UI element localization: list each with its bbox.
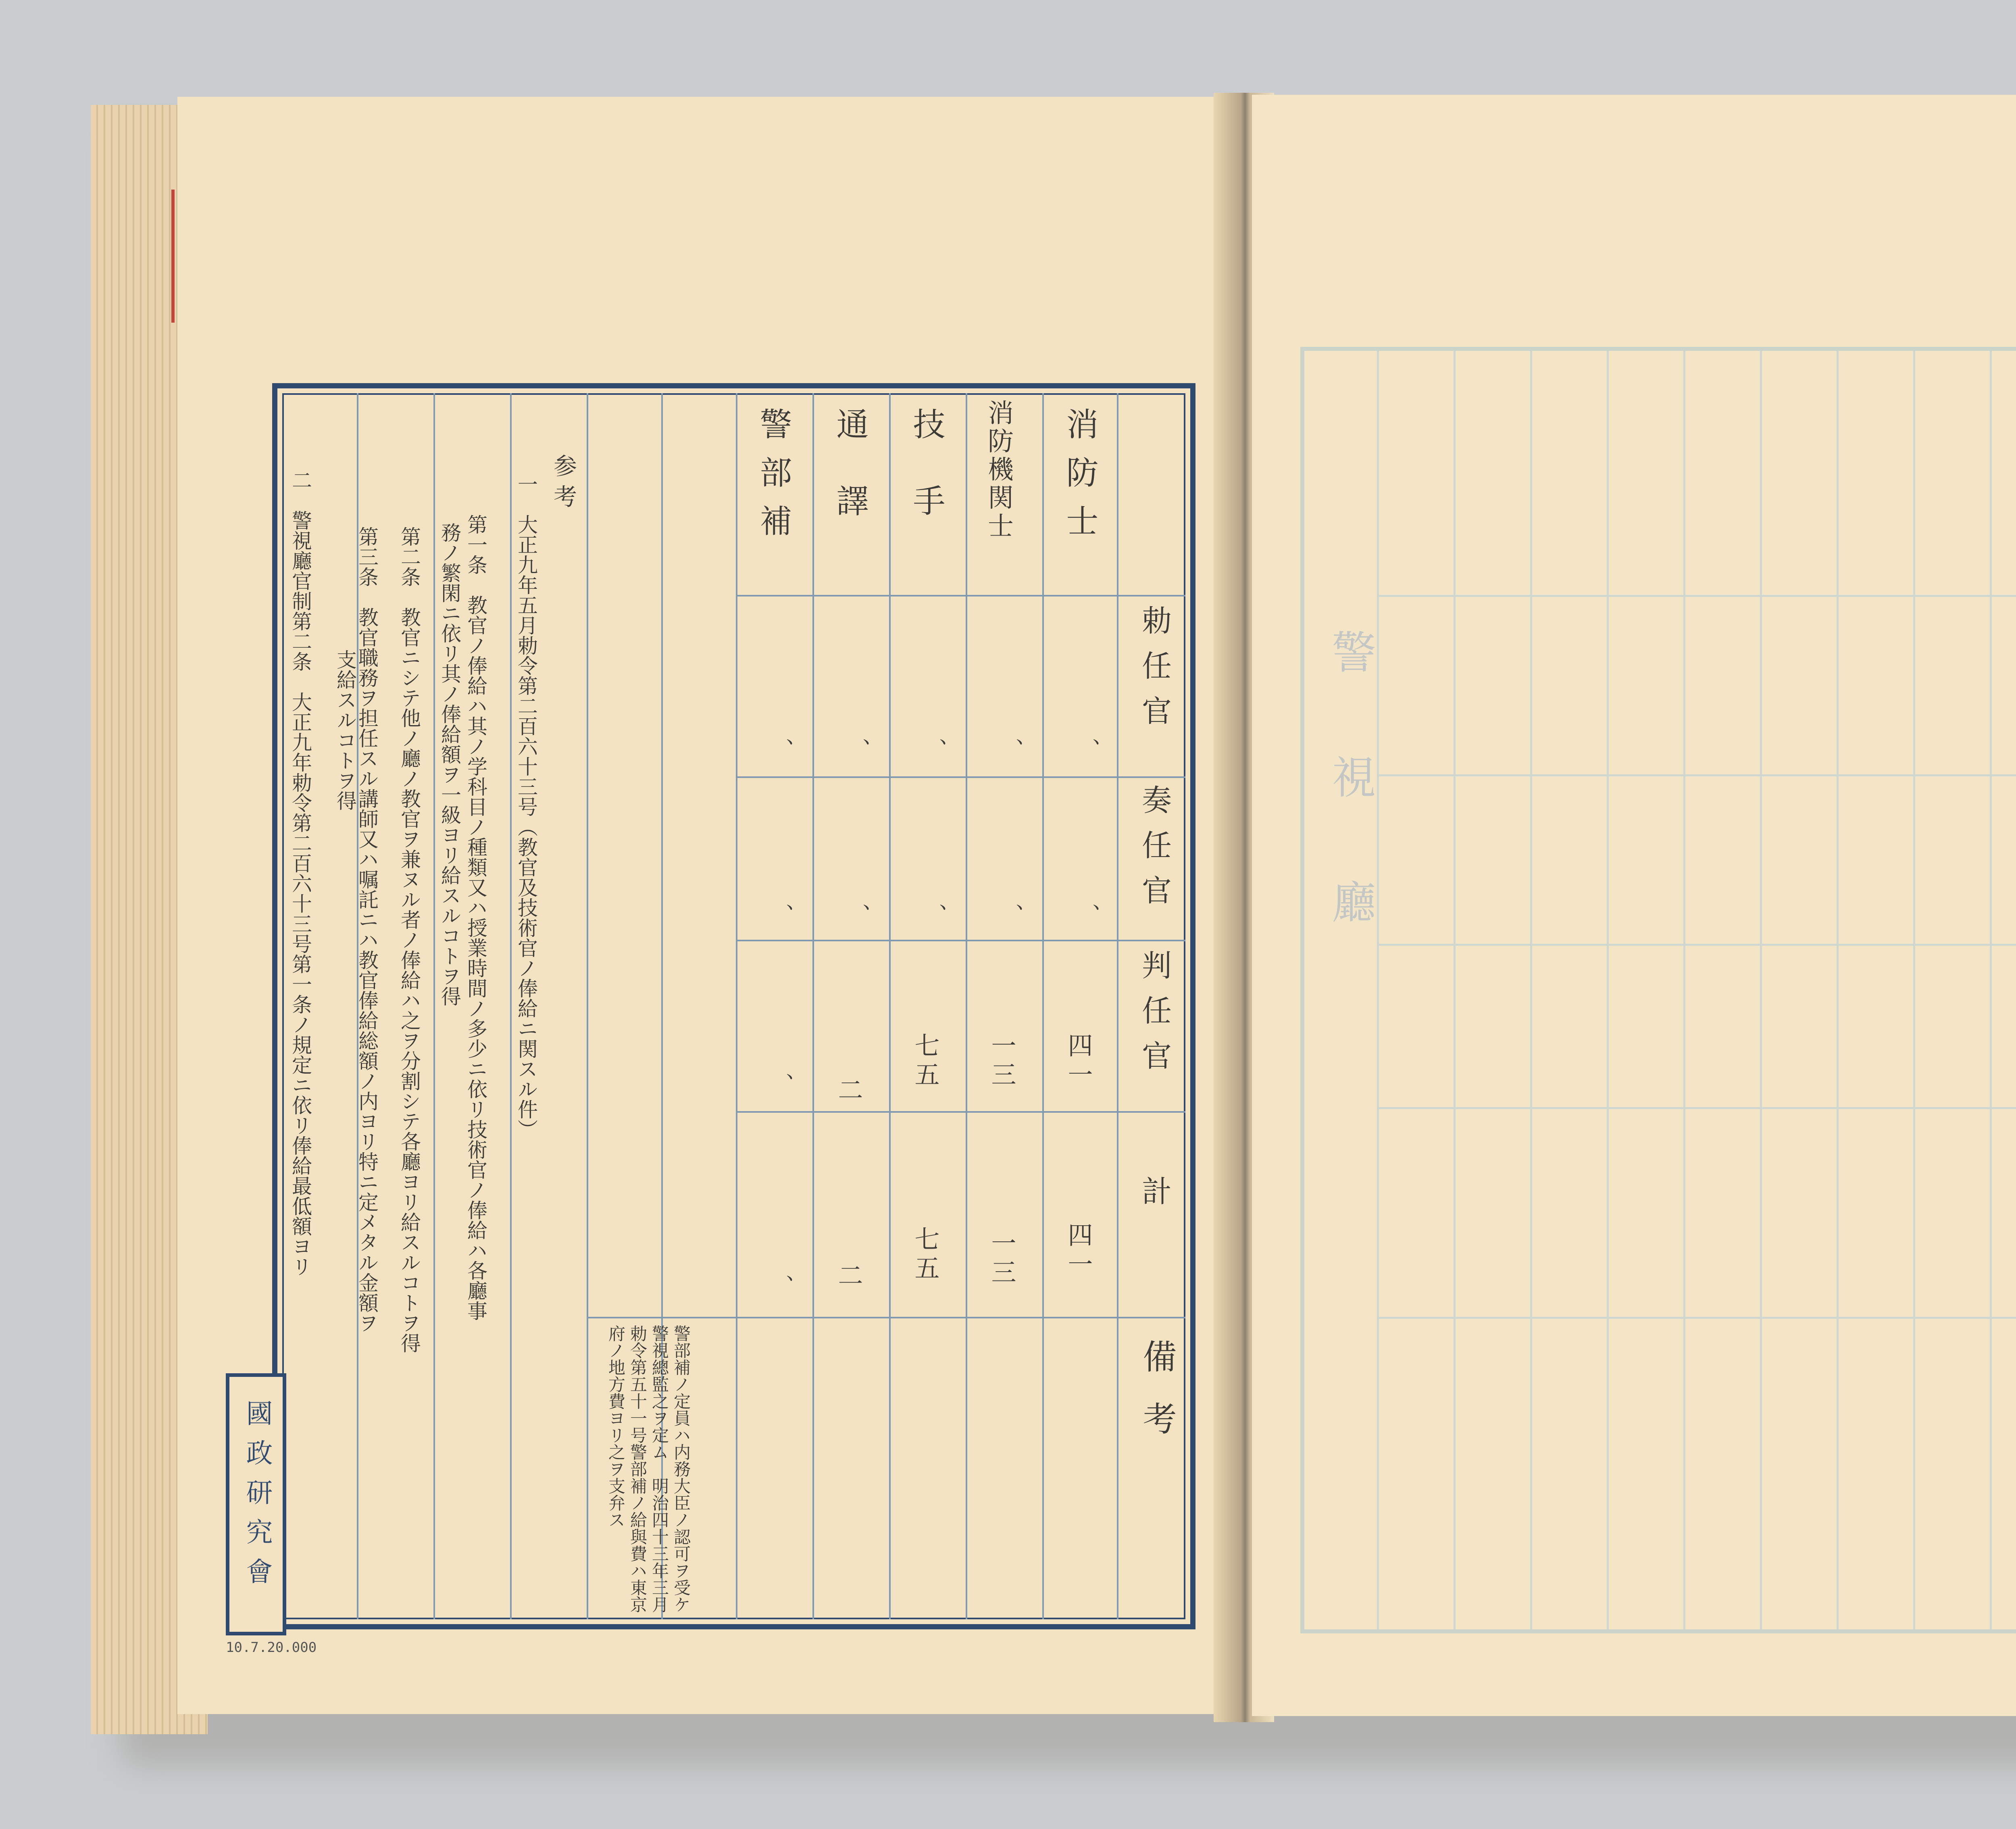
ghost-rule xyxy=(1454,351,1456,1629)
note-line: 支給スルコトヲ得 xyxy=(333,649,357,811)
ghost-rule xyxy=(1760,351,1762,1629)
ghost-text: 警視廳 xyxy=(1325,629,1376,1004)
header-biko: 備考 xyxy=(1137,1339,1177,1463)
ghost-rule xyxy=(1683,351,1685,1629)
row-rule xyxy=(736,1111,1185,1113)
ghost-rule xyxy=(1530,351,1532,1629)
rule xyxy=(736,393,737,1619)
ghost-rule xyxy=(1607,351,1609,1629)
print-code: 10.7.20.000 xyxy=(226,1639,317,1656)
row-title-keibuho: 警部補 xyxy=(754,407,792,553)
ghost-rule xyxy=(1837,351,1839,1629)
cell: 、 xyxy=(769,903,794,925)
cell: 、 xyxy=(769,1073,794,1095)
cell: 四一 xyxy=(1064,1032,1093,1091)
note-line: 二 警視廳官制第二条 大正九年勅令第二百六十三号第一条ノ規定ニ依リ俸給最低額ヨリ xyxy=(289,470,312,1276)
header-sonin: 奏任官 xyxy=(1137,784,1172,920)
note-line: 一 大正九年五月勅令第二百六十三号（教官及技術官ノ俸給ニ関スル件） xyxy=(514,474,538,1139)
ghost-row-rule xyxy=(1377,1317,2016,1319)
rule xyxy=(812,393,814,1619)
ghost-rule xyxy=(1990,351,1992,1629)
ghost-row-rule xyxy=(1377,774,2016,776)
cell: 二 xyxy=(834,1077,863,1102)
rule xyxy=(1117,393,1118,1619)
note-line: 第一条 教官ノ俸給ハ其ノ学科目ノ種類又ハ授業時間ノ多少ニ依リ技術官ノ俸給ハ各廳事 xyxy=(464,514,487,1321)
row-title-tsuyaku: 通譯 xyxy=(831,407,868,561)
note-line: 務ノ繁閑ニ依リ其ノ俸給額ヲ一級ヨリ給スルコトヲ得 xyxy=(438,522,461,1006)
keibuho-remark: 警部補ノ定員ハ内務大臣ノ認可ヲ受ケ警視總監之ヲ定ム 明治四十三年三月勅令第五十一号警部補ノ給與費ハ東京府ノ地方費ヨリ之ヲ支弁ス xyxy=(606,1325,691,1613)
cell: 、 xyxy=(999,738,1024,760)
note-line: 第二条 教官ニシテ他ノ廳ノ教官ヲ兼ヌル者ノ俸給ハ之ヲ分割シテ各廳ヨリ給スルコトヲ得 xyxy=(398,526,421,1353)
cell: 七五 xyxy=(910,1226,940,1284)
cell: 一三 xyxy=(987,1032,1016,1091)
cell: 、 xyxy=(999,903,1024,925)
header-chokunin: 勅任官 xyxy=(1137,605,1172,740)
ghost-row-rule xyxy=(1377,1107,2016,1109)
cell: 、 xyxy=(769,1274,794,1296)
red-bookmark-strip xyxy=(171,190,175,323)
cell: 四一 xyxy=(1064,1222,1093,1280)
cell: 一三 xyxy=(987,1230,1016,1288)
ghost-table-frame xyxy=(1300,347,2016,1633)
cell: 、 xyxy=(1075,738,1101,760)
cell: 七五 xyxy=(910,1032,940,1091)
cell: 、 xyxy=(846,738,871,760)
cell: 、 xyxy=(846,903,871,925)
ghost-rule xyxy=(1913,351,1915,1629)
publisher-stamp-text: 國政研究會 xyxy=(242,1399,273,1597)
cell: 二 xyxy=(834,1262,863,1287)
cell: 、 xyxy=(922,738,948,760)
cell: 、 xyxy=(769,738,794,760)
row-rule xyxy=(736,940,1185,941)
row-title-kikanshi: 消防機関士 xyxy=(983,399,1013,540)
note-line: 第三条 教官職務ヲ担任スル講師又ハ嘱託ニハ教官俸給総額ノ内ヨリ特ニ定メタル金額ヲ xyxy=(355,526,379,1333)
rule xyxy=(587,393,588,1619)
row-title-gishu: 技手 xyxy=(908,407,945,561)
header-hannin: 判任官 xyxy=(1137,950,1172,1085)
cell: 、 xyxy=(922,903,948,925)
rule xyxy=(889,393,891,1619)
notes-heading: 参考 xyxy=(550,454,577,515)
cell: 、 xyxy=(1075,903,1101,925)
rule xyxy=(1042,393,1044,1619)
row-rule xyxy=(587,1317,1185,1318)
ghost-row-rule xyxy=(1377,944,2016,946)
row-rule xyxy=(736,776,1185,778)
rule xyxy=(966,393,967,1619)
header-total: 計 xyxy=(1137,1176,1172,1221)
ghost-row-rule xyxy=(1377,595,2016,597)
row-rule xyxy=(736,595,1185,596)
rule xyxy=(433,393,435,1619)
row-title-shoboshi: 消防士 xyxy=(1061,407,1098,553)
rule xyxy=(510,393,512,1619)
